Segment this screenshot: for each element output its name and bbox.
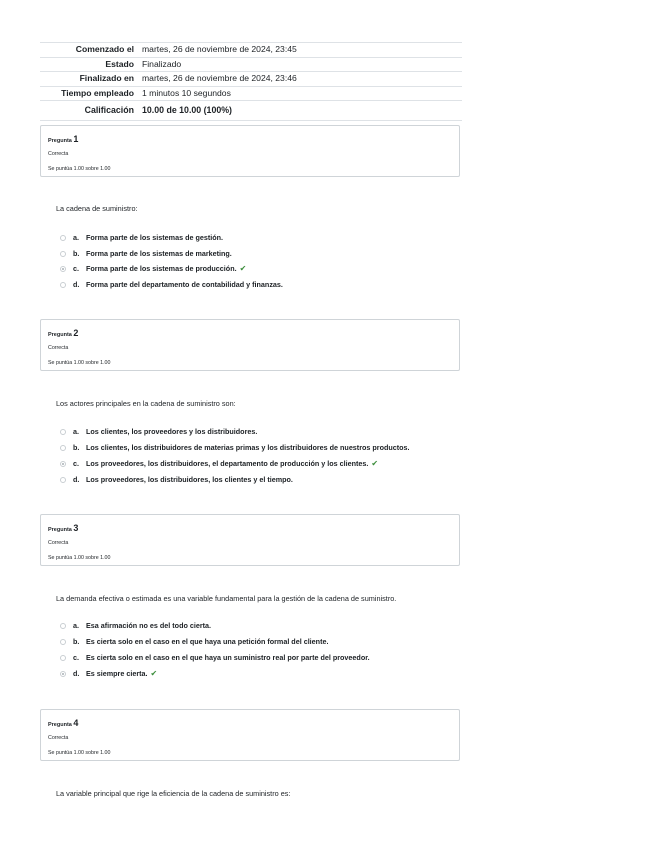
question-number: Pregunta 2	[48, 328, 79, 338]
radio-icon[interactable]	[60, 477, 66, 483]
answer-option[interactable]: a. Forma parte de los sistemas de gestión.	[60, 233, 223, 243]
summary-label: Finalizado en	[40, 72, 138, 87]
answer-option[interactable]: a. Los clientes, los proveedores y los distribuidores.	[60, 427, 257, 437]
check-icon: ✔	[150, 669, 158, 678]
question-info-box	[40, 709, 460, 761]
question-number: Pregunta 4	[48, 718, 79, 728]
answer-option[interactable]: d. Forma parte del departamento de contabilidad y finanzas.	[60, 280, 283, 290]
summary-label: Calificación	[40, 101, 138, 121]
summary-value: martes, 26 de noviembre de 2024, 23:46	[138, 72, 462, 87]
radio-icon[interactable]	[60, 639, 66, 645]
question-grade: Se puntúa 1.00 sobre 1.00	[48, 555, 111, 561]
radio-selected-icon[interactable]	[60, 266, 66, 272]
radio-icon[interactable]	[60, 251, 66, 257]
radio-icon[interactable]	[60, 282, 66, 288]
check-icon: ✔	[371, 459, 379, 468]
question-number: Pregunta 1	[48, 134, 79, 144]
summary-label: Tiempo empleado	[40, 86, 138, 101]
answer-option[interactable]: c. Los proveedores, los distribuidores, el departamento de producción y los clientes. ✔	[60, 459, 378, 469]
summary-label: Estado	[40, 57, 138, 72]
attempt-summary-table	[40, 42, 462, 121]
summary-value: 1 minutos 10 segundos	[138, 86, 462, 101]
check-icon: ✔	[239, 264, 247, 273]
question-number: Pregunta 3	[48, 523, 79, 533]
question-state: Correcta	[48, 345, 69, 351]
question-text: La cadena de suministro:	[56, 204, 138, 213]
radio-icon[interactable]	[60, 655, 66, 661]
answer-option[interactable]: b. Forma parte de los sistemas de marketing.	[60, 249, 232, 259]
summary-value: 10.00 de 10.00 (100%)	[138, 101, 462, 121]
summary-row-grade	[40, 101, 462, 121]
question-state: Correcta	[48, 151, 69, 157]
summary-row-started	[40, 43, 462, 58]
question-info-box	[40, 319, 460, 371]
answer-option[interactable]: d. Es siempre cierta. ✔	[60, 669, 157, 679]
summary-row-state	[40, 57, 462, 72]
question-info-box	[40, 125, 460, 177]
question-state: Correcta	[48, 540, 69, 546]
radio-selected-icon[interactable]	[60, 671, 66, 677]
question-text: La variable principal que rige la eficiencia de la cadena de suministro es:	[56, 789, 291, 798]
answer-option[interactable]: c. Forma parte de los sistemas de producción. ✔	[60, 264, 246, 274]
question-text: Los actores principales en la cadena de suministro son:	[56, 399, 236, 408]
question-text: La demanda efectiva o estimada es una variable fundamental para la gestión de la cadena de suministro.	[56, 594, 397, 603]
radio-icon[interactable]	[60, 235, 66, 241]
summary-row-finished	[40, 72, 462, 87]
answer-option[interactable]: b. Es cierta solo en el caso en el que haya una petición formal del cliente.	[60, 637, 328, 647]
answer-option[interactable]: c. Es cierta solo en el caso en el que haya un suministro real por parte del proveedor.	[60, 653, 370, 663]
question-grade: Se puntúa 1.00 sobre 1.00	[48, 750, 111, 756]
question-info-box	[40, 514, 460, 566]
summary-value: martes, 26 de noviembre de 2024, 23:45	[138, 43, 462, 58]
answer-option[interactable]: a. Esa afirmación no es del todo cierta.	[60, 621, 211, 631]
summary-label: Comenzado el	[40, 43, 138, 58]
radio-selected-icon[interactable]	[60, 461, 66, 467]
radio-icon[interactable]	[60, 623, 66, 629]
answer-option[interactable]: b. Los clientes, los distribuidores de materias primas y los distribuidores de nuestros productos.	[60, 443, 410, 453]
question-state: Correcta	[48, 735, 69, 741]
answer-option[interactable]: d. Los proveedores, los distribuidores, los clientes y el tiempo.	[60, 475, 293, 485]
radio-icon[interactable]	[60, 445, 66, 451]
summary-value: Finalizado	[138, 57, 462, 72]
radio-icon[interactable]	[60, 429, 66, 435]
question-grade: Se puntúa 1.00 sobre 1.00	[48, 166, 111, 172]
question-grade: Se puntúa 1.00 sobre 1.00	[48, 360, 111, 366]
summary-row-time	[40, 86, 462, 101]
